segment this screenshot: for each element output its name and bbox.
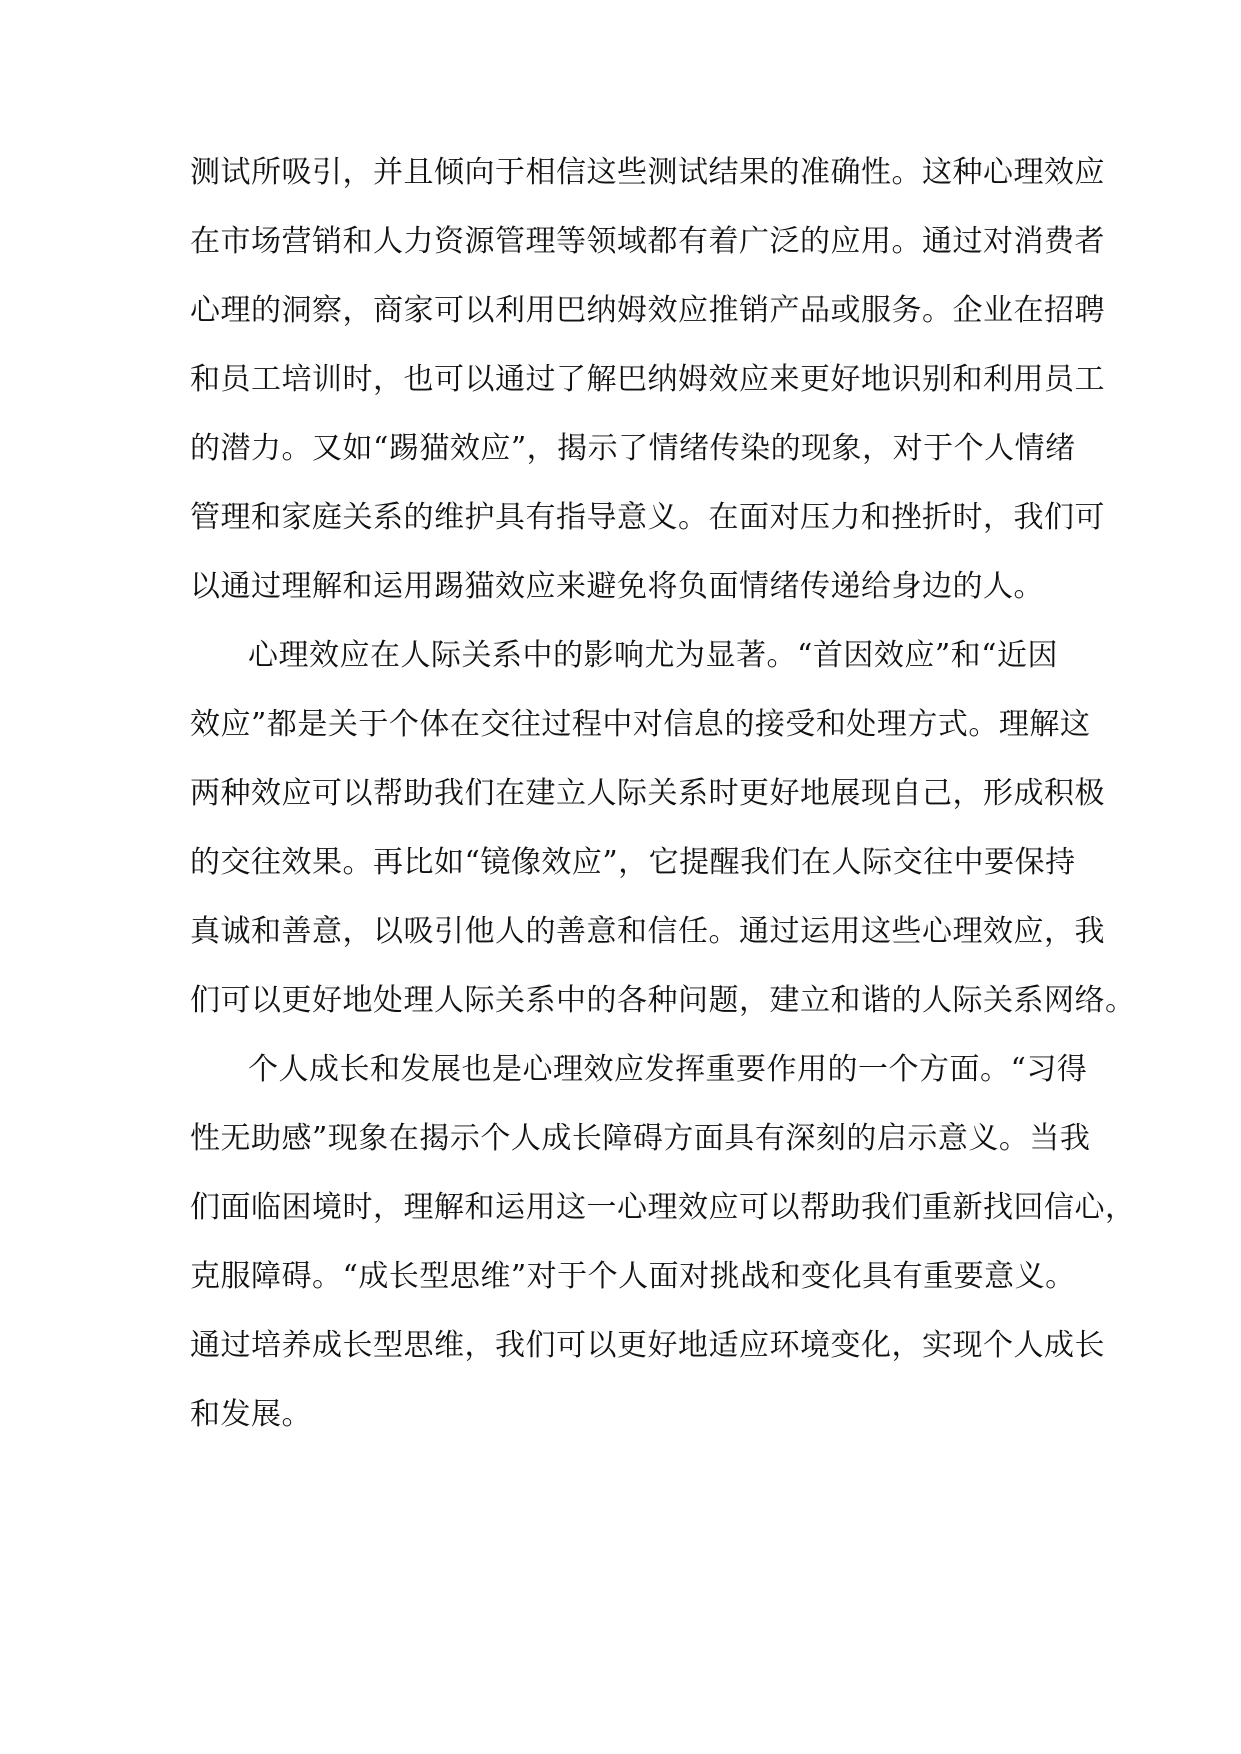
paragraph-line: 性无助感”现象在揭示个人成长障碍方面具有深刻的启示意义。当我 <box>190 1121 1091 1156</box>
paragraph-line: 心理的洞察，商家可以利用巴纳姆效应推销产品或服务。企业在招聘 <box>190 293 1105 328</box>
paragraph-line: 在市场营销和人力资源管理等领域都有着广泛的应用。通过对消费者 <box>190 224 1105 259</box>
paragraph-line: 效应”都是关于个体在交往过程中对信息的接受和处理方式。理解这 <box>190 707 1091 742</box>
paragraph-line: 两种效应可以帮助我们在建立人际关系时更好地展现自己，形成积极 <box>190 776 1105 811</box>
paragraph-line: 通过培养成长型思维，我们可以更好地适应环境变化，实现个人成长 <box>190 1328 1105 1363</box>
paragraph-line: 测试所吸引，并且倾向于相信这些测试结果的准确性。这种心理效应 <box>190 155 1105 190</box>
paragraph-line: 以通过理解和运用踢猫效应来避免将负面情绪传递给身边的人。 <box>190 569 1044 604</box>
paragraph-line: 的潜力。又如“踢猫效应”，揭示了情绪传染的现象，对于个人情绪 <box>190 431 1076 466</box>
paragraph-line: 和发展。 <box>190 1397 312 1432</box>
paragraph-line: 真诚和善意，以吸引他人的善意和信任。通过运用这些心理效应，我 <box>190 914 1105 949</box>
paragraph-line: 和员工培训时，也可以通过了解巴纳姆效应来更好地识别和利用员工 <box>190 362 1105 397</box>
paragraph-first-line: 心理效应在人际关系中的影响尤为显著。“首因效应”和“近因 <box>248 638 1059 673</box>
document-body <box>190 138 1136 1449</box>
paragraph-line: 管理和家庭关系的维护具有指导意义。在面对压力和挫折时，我们可 <box>190 500 1105 535</box>
paragraph-3 <box>190 1035 1136 1449</box>
paragraph-line: 们面临困境时，理解和运用这一心理效应可以帮助我们重新找回信心， <box>190 1190 1136 1225</box>
paragraph-2 <box>190 621 1136 1035</box>
paragraph-first-line: 个人成长和发展也是心理效应发挥重要作用的一个方面。“习得 <box>248 1052 1088 1087</box>
paragraph-1 <box>190 138 1105 621</box>
paragraph-line: 克服障碍。“成长型思维”对于个人面对挑战和变化具有重要意义。 <box>190 1259 1076 1294</box>
paragraph-line: 们可以更好地处理人际关系中的各种问题，建立和谐的人际关系网络。 <box>190 983 1136 1018</box>
paragraph-line: 的交往效果。再比如“镜像效应”，它提醒我们在人际交往中要保持 <box>190 845 1076 880</box>
